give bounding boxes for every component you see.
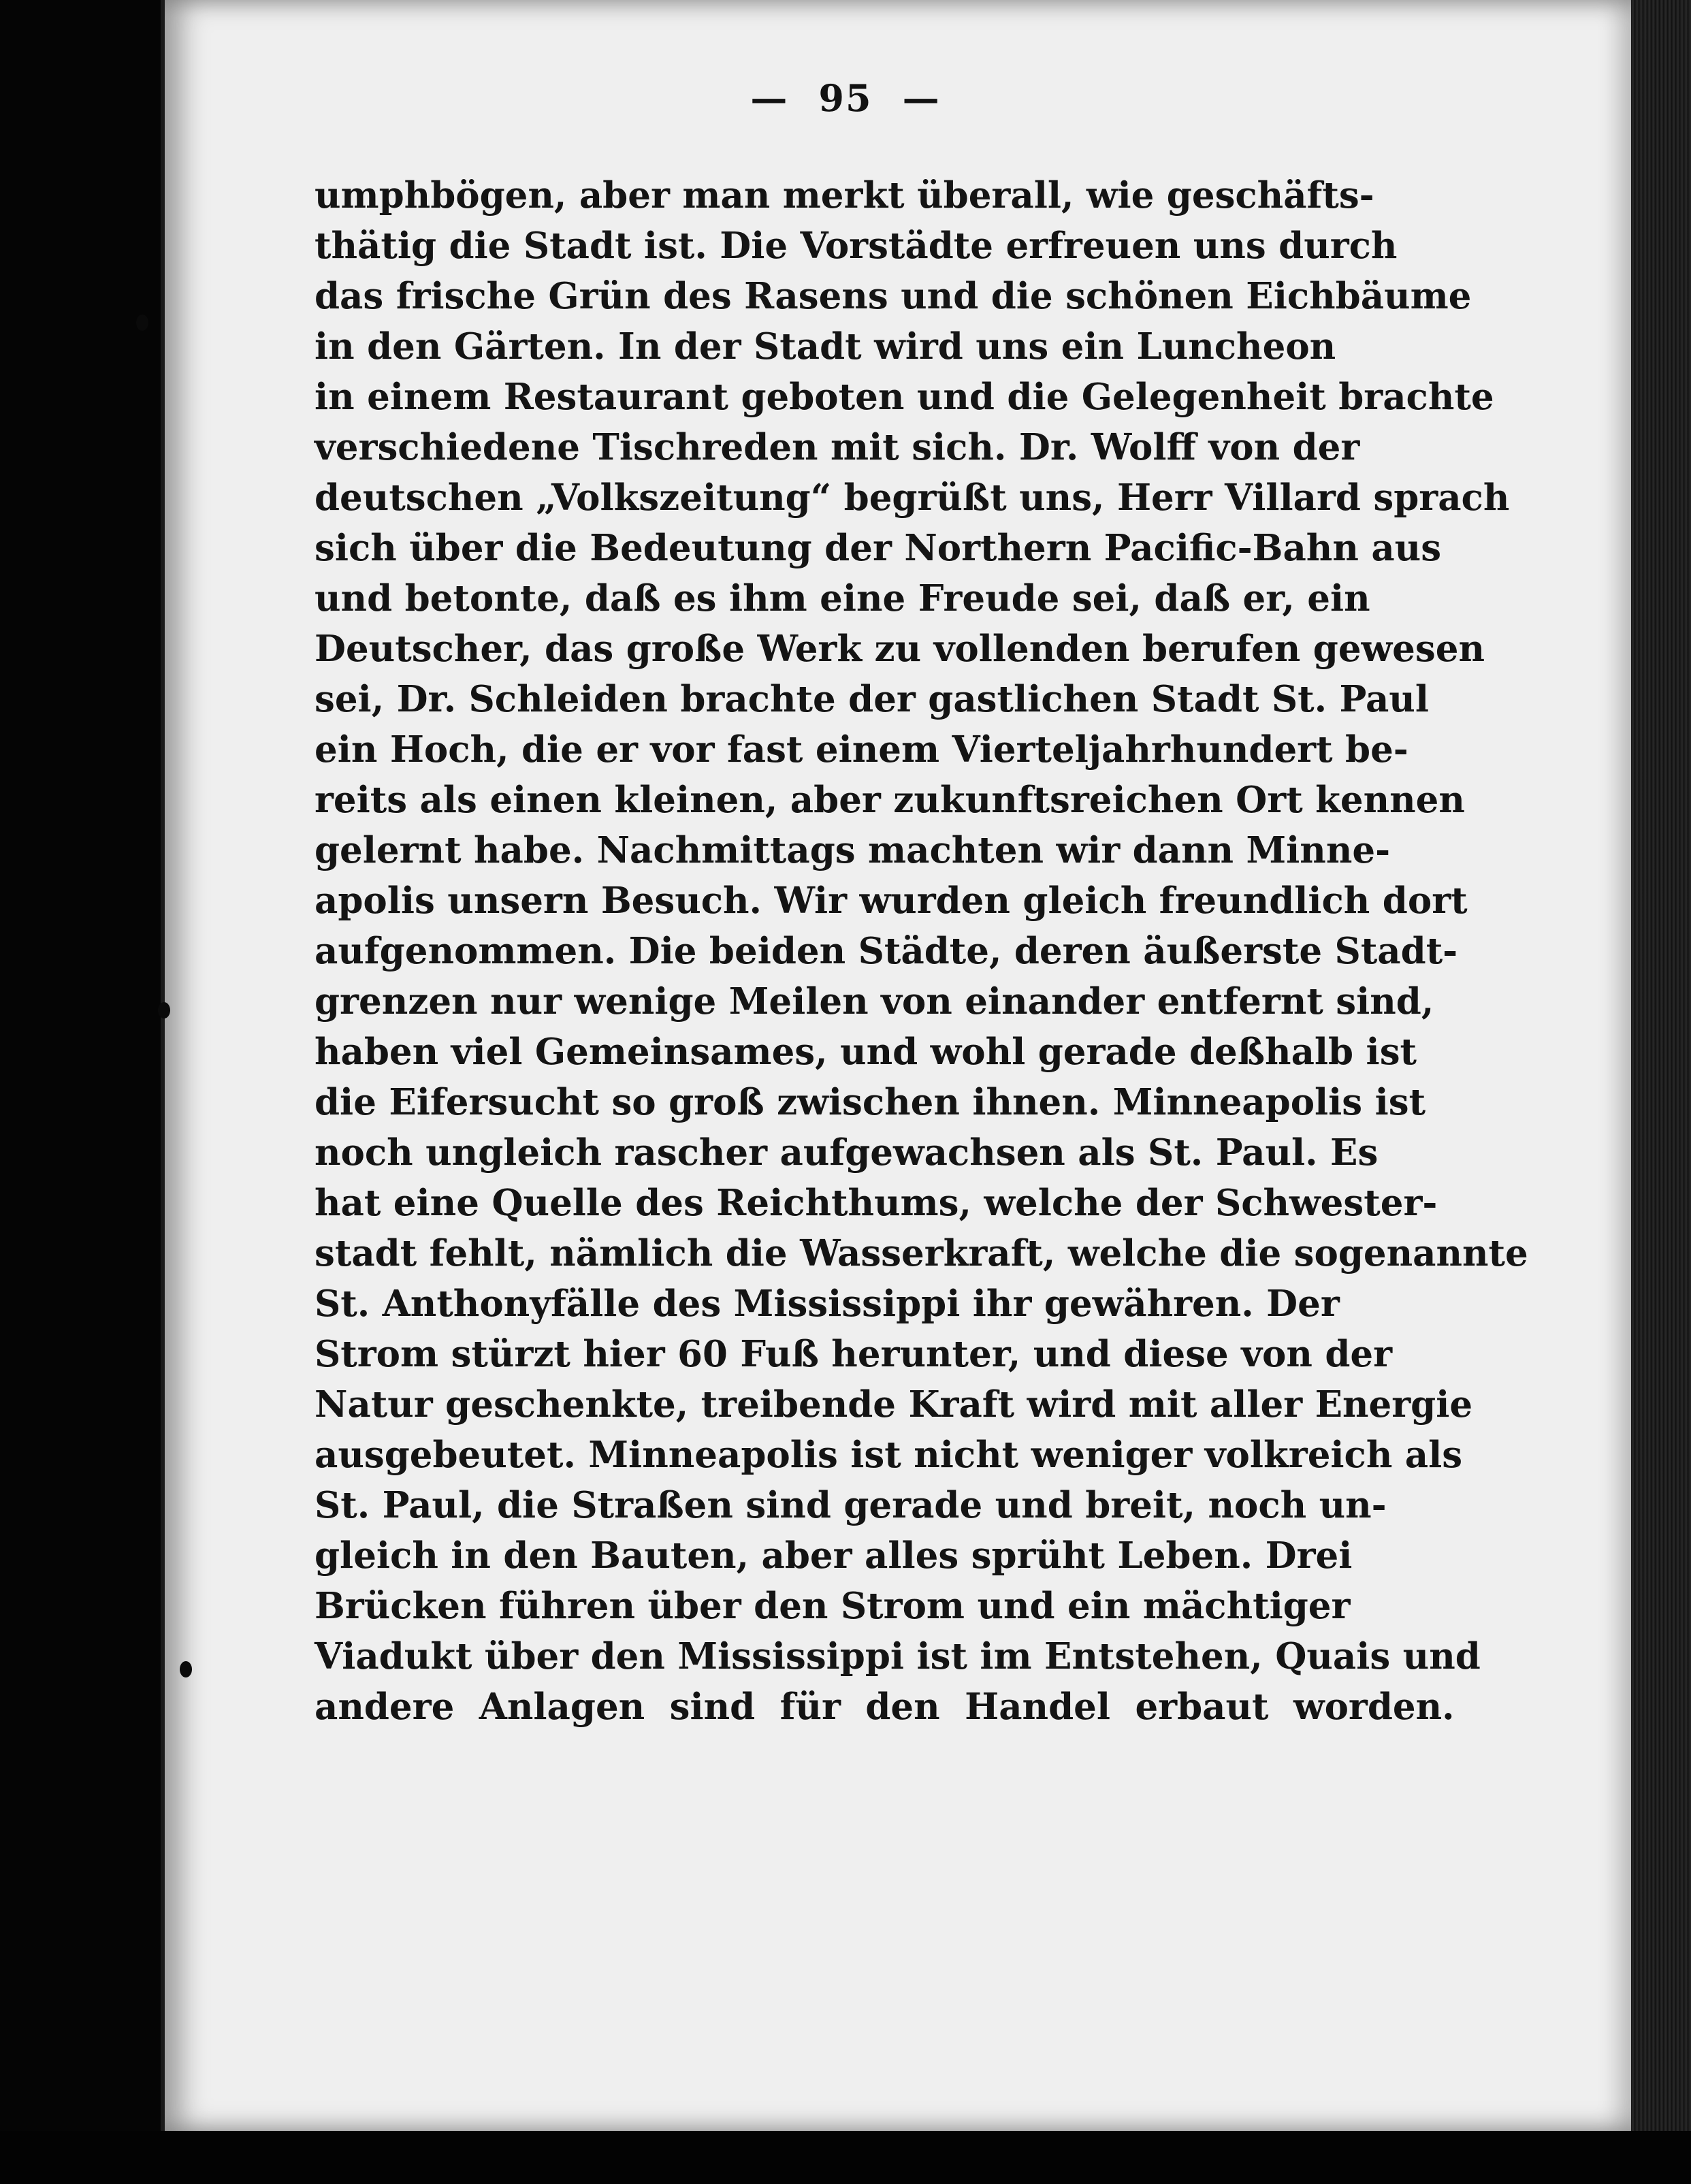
text-line: grenzen nur wenige Meilen von einander entfernt sind,: [315, 980, 1434, 1023]
text-line: sei, Dr. Schleiden brachte der gastlichen Stadt St. Paul: [315, 678, 1429, 720]
text-line: thätig die Stadt ist. Die Vorstädte erfreuen uns durch: [315, 225, 1398, 267]
text-line: in einem Restaurant geboten und die Gelegenheit brachte: [315, 376, 1494, 418]
text-line: St. Paul, die Straßen sind gerade und breit, noch un-: [315, 1484, 1387, 1526]
text-line: umphbögen, aber man merkt überall, wie geschäfts-: [315, 174, 1374, 216]
text-line: ausgebeutet. Minneapolis ist nicht weniger volkreich als: [315, 1434, 1463, 1476]
text-line: das frische Grün des Rasens und die schönen Eichbäume: [315, 275, 1472, 317]
text-line: verschiedene Tischreden mit sich. Dr. Wolff von der: [315, 426, 1360, 468]
binding-hole: [180, 1661, 192, 1677]
text-line: aufgenommen. Die beiden Städte, deren äußerste Stadt-: [315, 930, 1458, 972]
text-line: hat eine Quelle des Reichthums, welche der Schwester-: [315, 1182, 1438, 1224]
text-line: andere Anlagen sind für den Handel erbaut worden.: [315, 1686, 1455, 1728]
binding-hole: [158, 1002, 170, 1018]
page-number: [0, 76, 1691, 120]
page-number-dash: —: [902, 76, 941, 120]
text-line: Deutscher, das große Werk zu vollenden berufen gewesen: [315, 628, 1485, 670]
text-line: die Eifersucht so groß zwischen ihnen. Minneapolis ist: [315, 1081, 1426, 1123]
text-line: und betonte, daß es ihm eine Freude sei, daß er, ein: [315, 577, 1370, 620]
text-line: haben viel Gemeinsames, und wohl gerade deßhalb ist: [315, 1031, 1417, 1073]
text-line: reits als einen kleinen, aber zukunftsreichen Ort kennen: [315, 779, 1465, 821]
text-line: in den Gärten. In der Stadt wird uns ein Luncheon: [315, 325, 1336, 368]
binding-hole: [136, 315, 148, 331]
text-line: deutschen „Volkszeitung“ begrüßt uns, Herr Villard sprach: [315, 477, 1510, 519]
text-line: noch ungleich rascher aufgewachsen als St. Paul. Es: [315, 1131, 1379, 1174]
text-line: stadt fehlt, nämlich die Wasserkraft, welche die sogenannte: [315, 1232, 1528, 1274]
text-line: Brücken führen über den Strom und ein mächtiger: [315, 1585, 1351, 1627]
body-text: [315, 170, 1528, 1732]
text-line: gleich in den Bauten, aber alles sprüht Leben. Drei: [315, 1535, 1353, 1577]
text-line: gelernt habe. Nachmittags machten wir dann Minne-: [315, 829, 1391, 871]
book-edge: [1631, 0, 1691, 2184]
binding-gutter: [161, 0, 165, 2131]
text-line: apolis unsern Besuch. Wir wurden gleich freundlich dort: [315, 880, 1468, 922]
page-number-dash: —: [750, 76, 789, 120]
text-line: Strom stürzt hier 60 Fuß herunter, und diese von der: [315, 1333, 1393, 1375]
text-line: St. Anthonyfälle des Mississippi ihr gewähren. Der: [315, 1283, 1340, 1325]
scan-border: [0, 2131, 1691, 2184]
text-line: ein Hoch, die er vor fast einem Vierteljahrhundert be-: [315, 728, 1408, 771]
text-line: Natur geschenkte, treibende Kraft wird mit aller Energie: [315, 1383, 1473, 1426]
page-number-value: 95: [818, 76, 873, 120]
text-line: sich über die Bedeutung der Northern Pacific-Bahn aus: [315, 527, 1442, 569]
text-line: Viadukt über den Mississippi ist im Entstehen, Quais und: [315, 1635, 1481, 1677]
